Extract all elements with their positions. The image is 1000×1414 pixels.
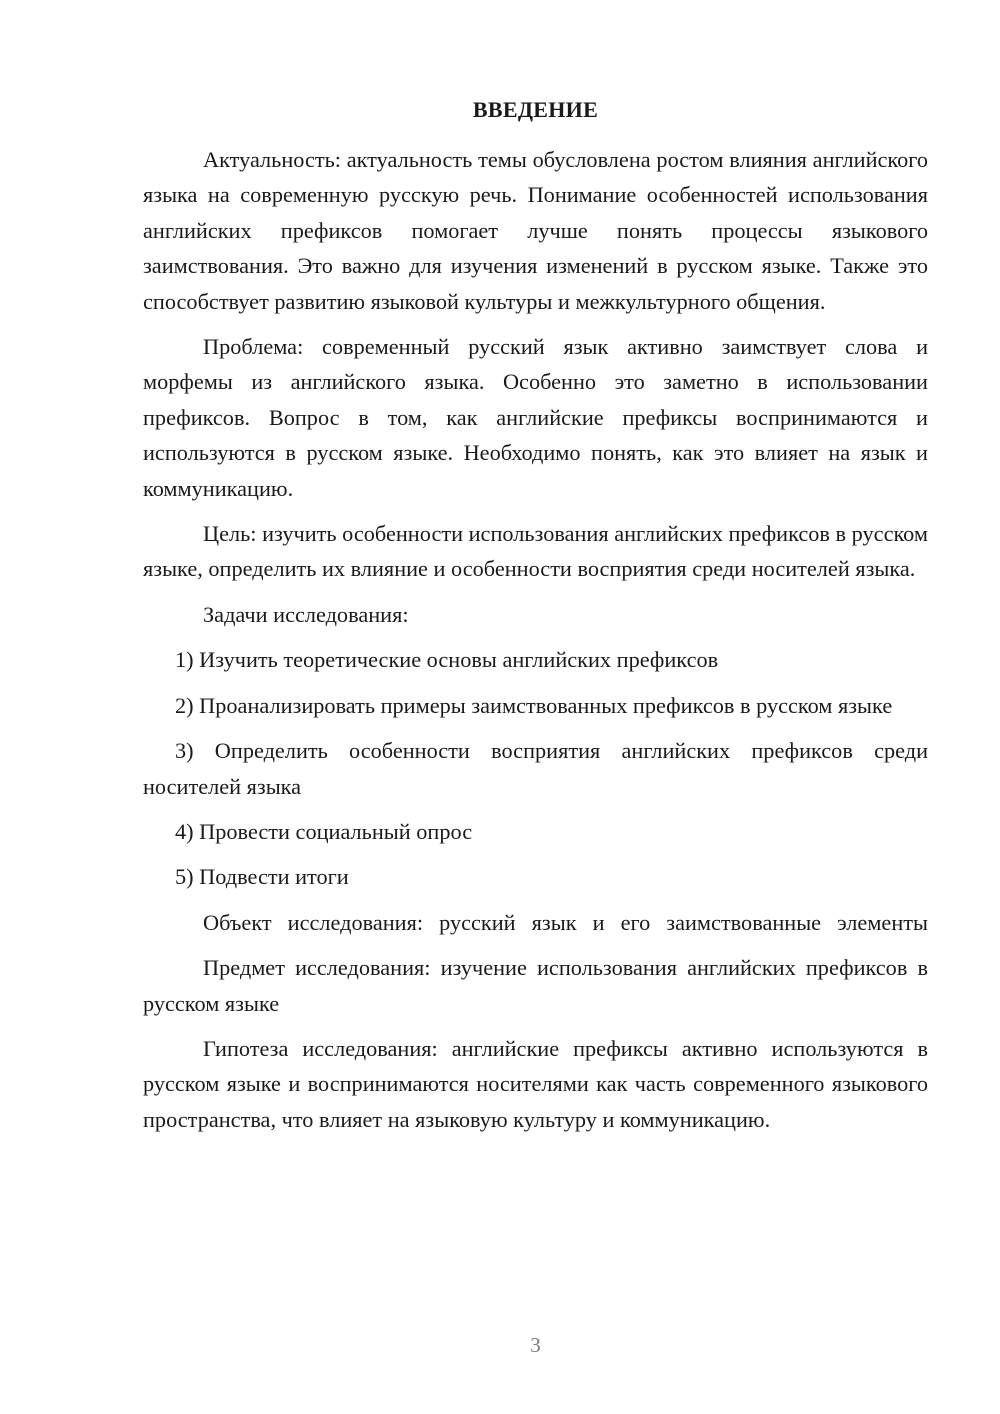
task-item-4: 4) Провести социальный опрос (175, 818, 473, 844)
section-title: ВВЕДЕНИЕ (472, 97, 599, 122)
paragraph-subject: Предмет исследования: изучение использования английских префиксов в русском языке (143, 955, 928, 1016)
paragraph-problem: Проблема: современный русский язык активно заимствует слова и морфемы из английского языка. Особенно это заметно в использовании префиксов. Вопрос в том, как английские префиксы воспринимаются и используются в русском языке. Необходимо понять, как это влияет на язык и коммуникацию. (143, 334, 928, 501)
paragraph-goal: Цель: изучить особенности использования английских префиксов в русском языке, определить их влияние и особенности восприятия среди носителей языка. (143, 521, 928, 582)
task-item-2: 2) Проанализировать примеры заимствованных префиксов в русском языке (175, 692, 893, 718)
paragraph-relevance: Актуальность: актуальность темы обусловлена ростом влияния английского языка на современную русскую речь. Понимание особенностей использования английских префиксов помогает лучше понять процессы языкового заимствования. Это важно для изучения изменений в русском языке. Также это способствует развитию языковой культуры и межкультурного общения. (143, 147, 928, 314)
task-item-1: 1) Изучить теоретические основы английских префиксов (175, 647, 719, 673)
page-number: 3 (530, 1333, 541, 1357)
tasks-heading: Задачи исследования: (203, 601, 409, 627)
paragraph-hypothesis: Гипотеза исследования: английские префиксы активно используются в русском языке и воспринимаются носителями как часть современного языкового пространства, что влияет на языковую культуру и коммуникацию. (143, 1035, 928, 1132)
task-item-3: 3) Определить особенности восприятия английских префиксов среди носителей языка (143, 738, 928, 799)
paragraph-object: Объект исследования: русский язык и его заимствованные элементы (203, 909, 928, 935)
document-page (143, 0, 928, 1414)
task-item-5: 5) Подвести итоги (175, 864, 349, 890)
document-body (143, 142, 928, 1147)
